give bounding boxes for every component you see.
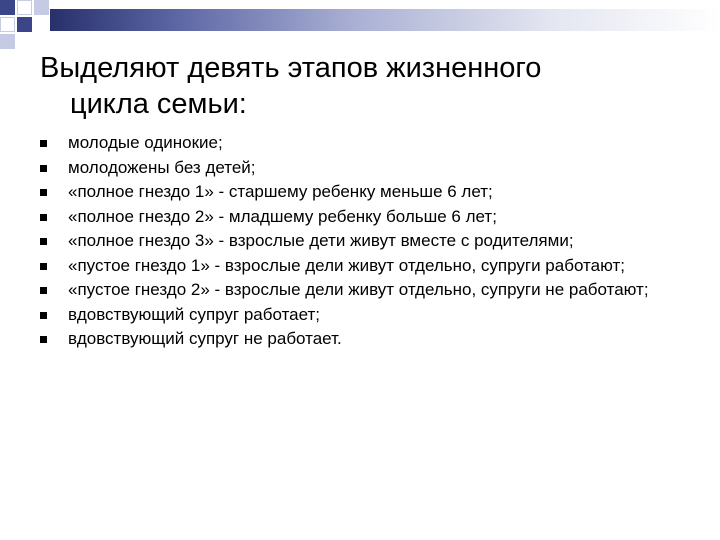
list-item bbox=[38, 303, 688, 328]
list-item bbox=[38, 229, 688, 254]
list-item bbox=[38, 278, 688, 303]
decor-square-dark bbox=[0, 0, 15, 15]
list-item-text: вдовствующий супруг работает; bbox=[68, 304, 321, 324]
square-bullet-icon bbox=[40, 312, 47, 319]
stages-list bbox=[38, 131, 688, 352]
decor-square-light bbox=[0, 17, 15, 32]
decor-square-light bbox=[17, 0, 32, 15]
list-item-text: вдовствующий супруг не работает. bbox=[68, 329, 342, 348]
square-bullet-icon bbox=[40, 214, 47, 221]
decor-square-mid bbox=[34, 0, 49, 15]
list-item-text: «полное гнездо 2» - младшему ребенку больше 6 лет; bbox=[68, 206, 497, 226]
header-gradient-band bbox=[50, 9, 720, 31]
square-bullet-icon bbox=[40, 287, 47, 294]
list-item-text: «пустое гнездо 2» - взрослые дели живут отдельно, супруги не работают; bbox=[68, 280, 649, 299]
square-bullet-icon bbox=[40, 263, 47, 270]
square-bullet-icon bbox=[40, 140, 47, 147]
square-bullet-icon bbox=[40, 336, 47, 343]
list-item-text: «полное гнездо 1» - старшему ребенку меньше 6 лет; bbox=[68, 182, 493, 201]
list-item bbox=[38, 156, 688, 181]
list-item-text: молодожены без детей; bbox=[68, 157, 256, 177]
decor-square-mid bbox=[0, 34, 15, 49]
list-item bbox=[38, 131, 688, 156]
list-item bbox=[38, 180, 688, 205]
slide-title bbox=[40, 50, 680, 122]
title-line-2: цикла семьи: bbox=[70, 88, 247, 120]
list-item-text: молодые одинокие; bbox=[68, 133, 223, 152]
list-item bbox=[38, 327, 688, 352]
list-item-text: «пустое гнездо 1» - взрослые дели живут отдельно, супруги работают; bbox=[68, 255, 625, 275]
square-bullet-icon bbox=[40, 165, 47, 172]
title-line-1: Выделяют девять этапов жизненного bbox=[40, 52, 542, 84]
list-item bbox=[38, 254, 688, 279]
list-item-text: «полное гнездо 3» - взрослые дети живут вместе с родителями; bbox=[68, 231, 574, 250]
square-bullet-icon bbox=[40, 189, 47, 196]
list-item bbox=[38, 205, 688, 230]
square-bullet-icon bbox=[40, 238, 47, 245]
decor-square-dark bbox=[17, 17, 32, 32]
